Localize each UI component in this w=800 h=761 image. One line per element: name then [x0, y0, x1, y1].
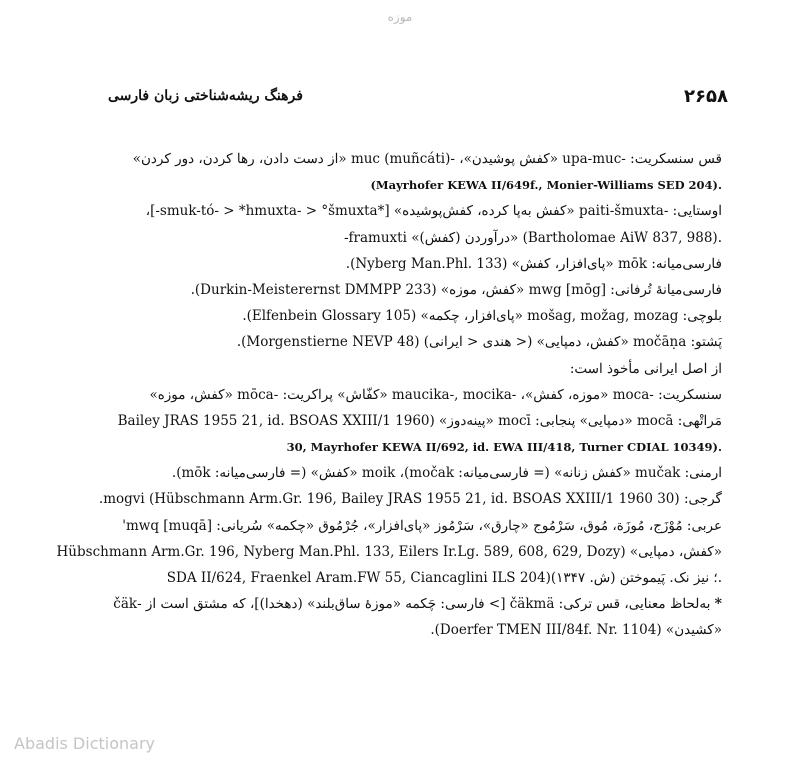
text-line-7: بلوچی: mošag, možag, mozag «پای‌افزار، چکمه» (Elfenbein Glossary 105).: [242, 308, 722, 325]
text-line-18-content: به‌لحاظ معنایی، قس ترکی: čäkmä [> فارسی: چَکمه «موزهٔ ساق‌بلند» (دهخدا)]، که مشتق است از -čäk: [113, 596, 711, 613]
text-line-10: سنسکریت: -moca «موزه، کفش»، -maucika-, mocika «کفّاش» پراکریت: -mōca «کفش، موزه»: [149, 386, 722, 403]
text-line-16: «کفش، دمپایی» (Hübschmann Arm.Gr. 196, Nyberg Man.Phl. 133, Eilers Ir.Lg. 589, 608, 629, Dozy: [56, 543, 722, 560]
text-line-1: قس سنسکریت: -upa-muc «کفش پوشیدن»، -muc (muñcáti) «از دست دادن، رها کردن، دور کردن»: [132, 151, 722, 167]
book-title: فرهنگ ریشه‌شناختی زبان فارسی: [108, 88, 303, 104]
text-line-12: 30, Mayrhofer KEWA II/692, id. EWA III/418, Turner CDIAL 10349).: [286, 440, 722, 455]
text-line-6: فارسی‌میانهٔ تُرفانی: mwg [mōg] «کفش، موزه» (Durkin-Meisterernst DMMPP 233).: [190, 281, 722, 298]
text-line-11: مَراتْهی: mocā «دمپایی» پنجابی: mocī «پینه‌دوز» (Bailey JRAS 1955 21, id. BSOAS XXIII/1 1960: [117, 412, 722, 429]
text-line-13: ارمنی: mučak «کفش زنانه» (= فارسی‌میانه: močak)، moik «کفش» (= فارسی‌میانه: mōk).: [171, 465, 722, 482]
entry-body: [56, 146, 722, 644]
text-line-14: گرجی: mogvi (Hübschmann Arm.Gr. 196, Bailey JRAS 1955 21, id. BSOAS XXIII/1 1960 30).: [98, 491, 722, 508]
text-line-3: اوستایی: -paiti-šmuxta «کفش به‌پا کرده، کفش‌پوشیده» [*smuk-tó- > *hmuxta- > °šmuxta-]،: [145, 203, 722, 220]
text-line-19: «کشیدن» (Doerfer TMEN III/84f. Nr. 1104).: [430, 622, 722, 639]
page-number: ۲۶۵۸: [684, 86, 728, 107]
text-line-4: -framuxti «درآوردن (کفش)» (Bartholomae AiW 837, 988).: [344, 229, 722, 246]
asterisk-marker: *: [714, 596, 722, 613]
entry-headword: موزه: [387, 10, 413, 24]
text-line-9: از اصل ایرانی مأخوذ است:: [569, 360, 722, 377]
text-line-5: فارسی‌میانه: mōk «پای‌افزار، کفش» (Nyberg Man.Phl. 133).: [345, 255, 722, 272]
text-line-17: SDA II/624, Fraenkel Aram.FW 55, Ciancaglini ILS 204)؛ نیز نک. پَیموختن (ش. ۱۳۴۷).: [166, 570, 722, 586]
watermark-logo-text: Abadis Dictionary: [14, 734, 155, 753]
text-line-15: عربی: مُوْزَج، مُوزَة، مُوق، سَرْمُوج «چارق»، سَرْمُوز «پای‌افزار»، جُرْمُوق «چکمه» سُریانی: [muqā] mwq': [122, 517, 722, 534]
text-line-2: (Mayrhofer KEWA II/649f., Monier-Williams SED 204).: [370, 178, 722, 193]
text-line-8: پَشتو: močāṇa «کفش، دمپایی» (< هندی < ایرانی) (Morgenstierne NEVP 48).: [236, 334, 722, 351]
text-line-18: [100, 591, 722, 617]
